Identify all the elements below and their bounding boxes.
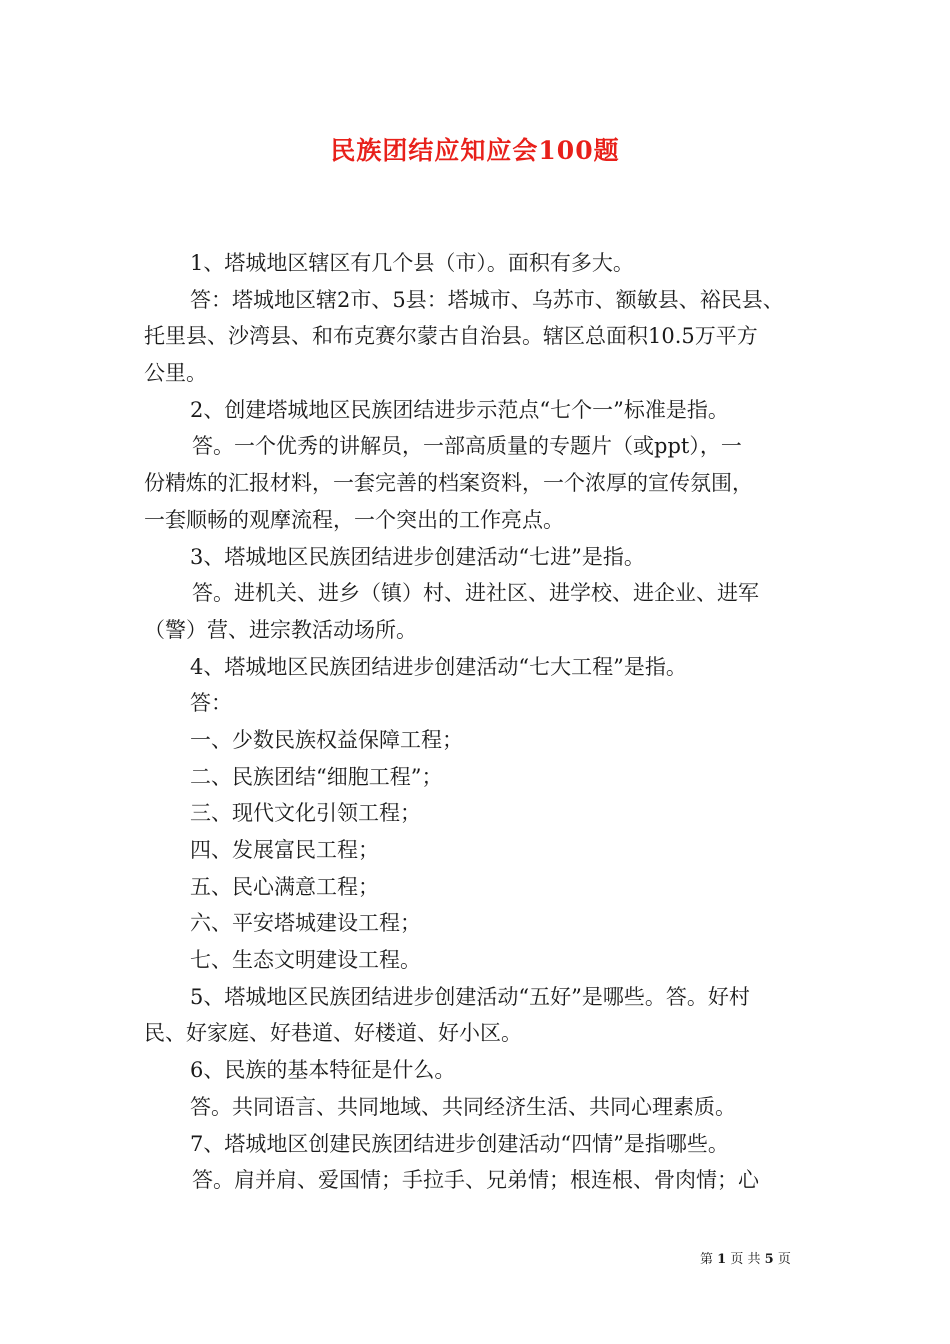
- text-line: 答。肩并肩、爱国情；手拉手、兄弟情；根连根、骨肉情；心: [192, 1168, 759, 1193]
- text-line: 答：: [190, 691, 232, 716]
- footer-page-number: 1: [717, 1252, 727, 1267]
- page-footer: [700, 1248, 820, 1267]
- text-line: 答。一个优秀的讲解员，一部高质量的专题片（或ppt），一: [192, 434, 742, 459]
- footer-suffix: 页: [777, 1252, 791, 1267]
- text-line: 1、塔城地区辖区有几个县（市）。面积有多大。: [190, 251, 634, 275]
- text-line: 答。进机关、进乡（镇）村、进社区、进学校、进企业、进军: [192, 581, 759, 606]
- text-line: （警）营、进宗教活动场所。: [144, 617, 417, 642]
- text-line: 份精炼的汇报材料，一套完善的档案资料，一个浓厚的宣传氛围，: [144, 471, 753, 496]
- text-line: 公里。: [144, 361, 207, 386]
- text-line: 托里县、沙湾县、和布克赛尔蒙古自治县。辖区总面积10.5万平方: [144, 324, 758, 349]
- text-line: 三、现代文化引领工程；: [190, 801, 421, 826]
- text-line: 3、塔城地区民族团结进步创建活动“七进”是指。: [190, 544, 645, 569]
- text-line: 一、少数民族权益保障工程；: [190, 727, 463, 752]
- text-line: 民、好家庭、好巷道、好楼道、好小区。: [144, 1021, 522, 1046]
- text-line: 2、创建塔城地区民族团结进步示范点“七个一”标准是指。: [190, 397, 729, 422]
- text-line: 7、塔城地区创建民族团结进步创建活动“四情”是指哪些。: [190, 1131, 729, 1156]
- text-line: 答。共同语言、共同地域、共同经济生活、共同心理素质。: [190, 1094, 736, 1119]
- footer-middle: 页 共: [730, 1252, 761, 1267]
- document-body: [144, 245, 812, 1199]
- text-line: 六、平安塔城建设工程；: [190, 911, 421, 936]
- text-line: 一套顺畅的观摩流程，一个突出的工作亮点。: [144, 507, 564, 532]
- text-line: 七、生态文明建设工程。: [190, 948, 421, 973]
- text-line: 4、塔城地区民族团结进步创建活动“七大工程”是指。: [190, 654, 687, 679]
- text-line: 五、民心满意工程；: [190, 874, 379, 899]
- footer-prefix: 第: [700, 1252, 714, 1267]
- footer-total-pages: 5: [764, 1252, 774, 1267]
- text-line: 答：塔城地区辖2市、5县：塔城市、乌苏市、额敏县、裕民县、: [190, 287, 784, 312]
- text-line: 四、发展富民工程；: [190, 838, 379, 862]
- document-title: 民族团结应知应会100题: [330, 136, 620, 165]
- text-line: 6、民族的基本特征是什么。: [190, 1058, 456, 1083]
- text-line: 二、民族团结“细胞工程”；: [190, 764, 443, 789]
- text-line: 5、塔城地区民族团结进步创建活动“五好”是哪些。答。好村: [190, 984, 750, 1009]
